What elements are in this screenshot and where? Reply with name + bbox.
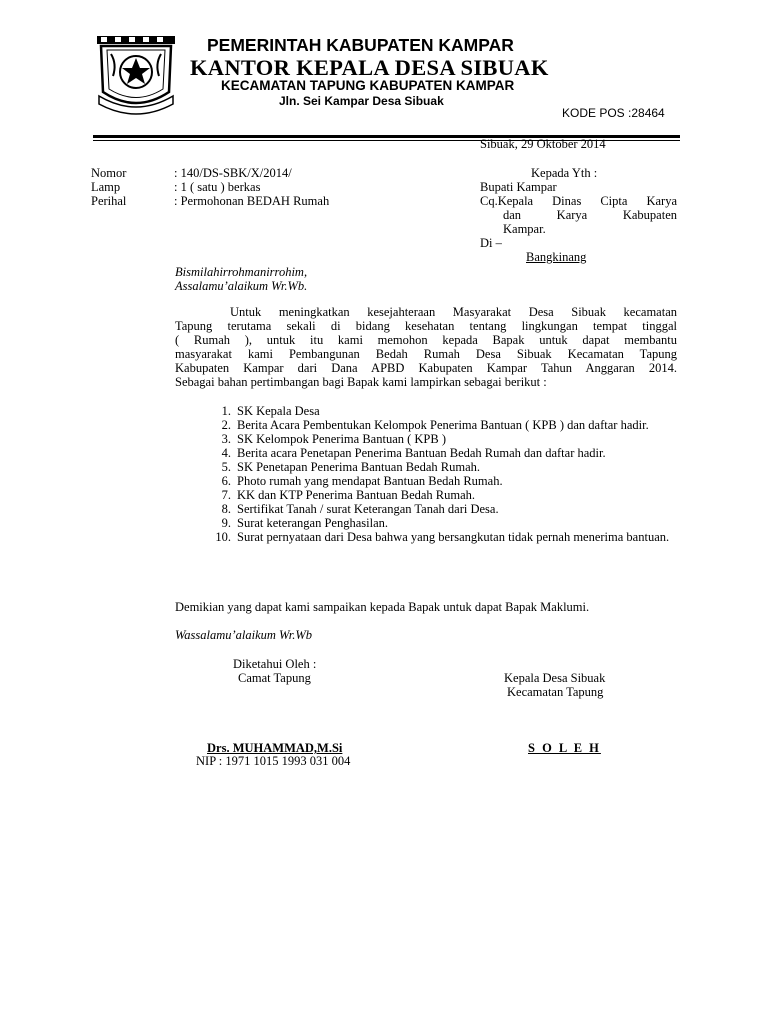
body-line: Kabupaten Kampar dari Dana APBD Kabupaten Kampar Tahun Anggaran 2014.: [175, 361, 677, 375]
sign-right-subtitle: Kecamatan Tapung: [507, 685, 604, 699]
greeting-bismillah: Bismilahirrohmanirrohim,: [175, 265, 308, 279]
list-item: [207, 502, 677, 516]
list-item: [207, 516, 677, 530]
sign-left-title: Camat Tapung: [238, 671, 311, 685]
list-item-number: 9.: [221, 516, 231, 530]
list-item-text: SK Kelompok Penerima Bantuan ( KPB ): [237, 432, 447, 446]
body-line: Sebagai bahan pertimbangan bagi Bapak kami lampirkan sebagai berikut :: [175, 375, 547, 389]
recipient-cq-line2: dan Karya Kabupaten: [503, 208, 677, 222]
list-item-number: 10.: [215, 530, 231, 544]
recipient-bupati: Bupati Kampar: [480, 180, 557, 194]
body-line: ( Rumah ), untuk itu kami memohon kepada Bapak untuk dapat membantu: [175, 333, 677, 347]
letterhead-address: Jln. Sei Kampar Desa Sibuak: [279, 94, 444, 108]
nomor-label: Nomor: [91, 166, 127, 180]
list-item: [207, 446, 677, 460]
list-item-number: 6.: [221, 474, 231, 488]
sign-right-title: Kepala Desa Sibuak: [504, 671, 606, 685]
body-paragraph: [175, 305, 677, 389]
closing-salam: Wassalamu’alaikum Wr.Wb: [175, 628, 313, 642]
letterhead-office: KANTOR KEPALA DESA SIBUAK: [190, 55, 549, 80]
list-item: [207, 488, 677, 502]
body-line: Untuk meningkatkan kesejahteraan Masyarakat Desa Sibuak kecamatan: [230, 305, 677, 319]
perihal-label: Perihal: [91, 194, 127, 208]
letterhead-district: KECAMATAN TAPUNG KABUPATEN KAMPAR: [221, 78, 515, 93]
list-item: [207, 474, 677, 488]
recipient-di: Di –: [480, 236, 502, 250]
list-item-text: SK Kepala Desa: [237, 404, 320, 418]
postal-code: KODE POS :28464: [562, 106, 665, 120]
perihal-value: : Permohonan BEDAH Rumah: [174, 194, 330, 208]
list-item-text: Sertifikat Tanah / surat Keterangan Tanah dari Desa.: [237, 502, 499, 516]
list-item: [207, 418, 677, 432]
list-item: [207, 530, 677, 544]
body-line: masyarakat kami Pembangunan Bedah Rumah Desa Sibuak Kecamatan Tapung: [175, 347, 677, 361]
sign-left-known-by: Diketahui Oleh :: [233, 657, 317, 671]
sign-left-nip: NIP : 1971 1015 1993 031 004: [196, 754, 351, 768]
list-item-text: KK dan KTP Penerima Bantuan Bedah Rumah.: [237, 488, 476, 502]
list-item-number: 1.: [221, 404, 231, 418]
sign-left-name: Drs. MUHAMMAD,M.Si: [207, 741, 343, 755]
recipient-cq-line3: Kampar.: [503, 222, 546, 236]
list-item-text: Berita acara Penetapan Penerima Bantuan Bedah Rumah dan daftar hadir.: [237, 446, 606, 460]
nomor-value: : 140/DS-SBK/X/2014/: [174, 166, 292, 180]
list-item: [207, 404, 677, 418]
list-item-number: 5.: [221, 460, 231, 474]
list-item-text: Surat keterangan Penghasilan.: [237, 516, 388, 530]
list-item-text: Surat pernyataan dari Desa bahwa yang bersangkutan tidak pernah menerima bantuan.: [237, 530, 670, 544]
kampar-regency-emblem: [95, 34, 177, 116]
closing-sentence: Demikian yang dapat kami sampaikan kepada Bapak untuk dapat Bapak Maklumi.: [175, 600, 590, 614]
greeting-salam: Assalamu’alaikum Wr.Wb.: [175, 279, 308, 293]
letterhead-government: PEMERINTAH KABUPATEN KAMPAR: [207, 35, 514, 55]
list-item-text: Berita Acara Pembentukan Kelompok Penerima Bantuan ( KPB ) dan daftar hadir.: [237, 418, 649, 432]
list-item: [207, 460, 677, 474]
list-item-number: 4.: [221, 446, 231, 460]
list-item-number: 3.: [221, 432, 231, 446]
attachment-list: [207, 404, 677, 544]
recipient-cq-line1: Cq.Kepala Dinas Cipta Karya: [480, 194, 677, 208]
lamp-value: : 1 ( satu ) berkas: [174, 180, 261, 194]
list-item-number: 8.: [221, 502, 231, 516]
recipient-place: Bangkinang: [526, 250, 587, 264]
body-line: Tapung terutama sekali di bidang kesehatan tentang lingkungan tempat tinggal: [175, 319, 677, 333]
sign-right-name: S O L E H: [528, 741, 601, 755]
list-item-number: 7.: [221, 488, 231, 502]
letter-date: Sibuak, 29 Oktober 2014: [480, 137, 606, 151]
list-item-text: SK Penetapan Penerima Bantuan Bedah Rumah.: [237, 460, 480, 474]
list-item-text: Photo rumah yang mendapat Bantuan Bedah Rumah.: [237, 474, 503, 488]
lamp-label: Lamp: [91, 180, 121, 194]
list-item-number: 2.: [221, 418, 231, 432]
recipient-kepada: Kepada Yth :: [531, 166, 598, 180]
list-item: [207, 432, 677, 446]
